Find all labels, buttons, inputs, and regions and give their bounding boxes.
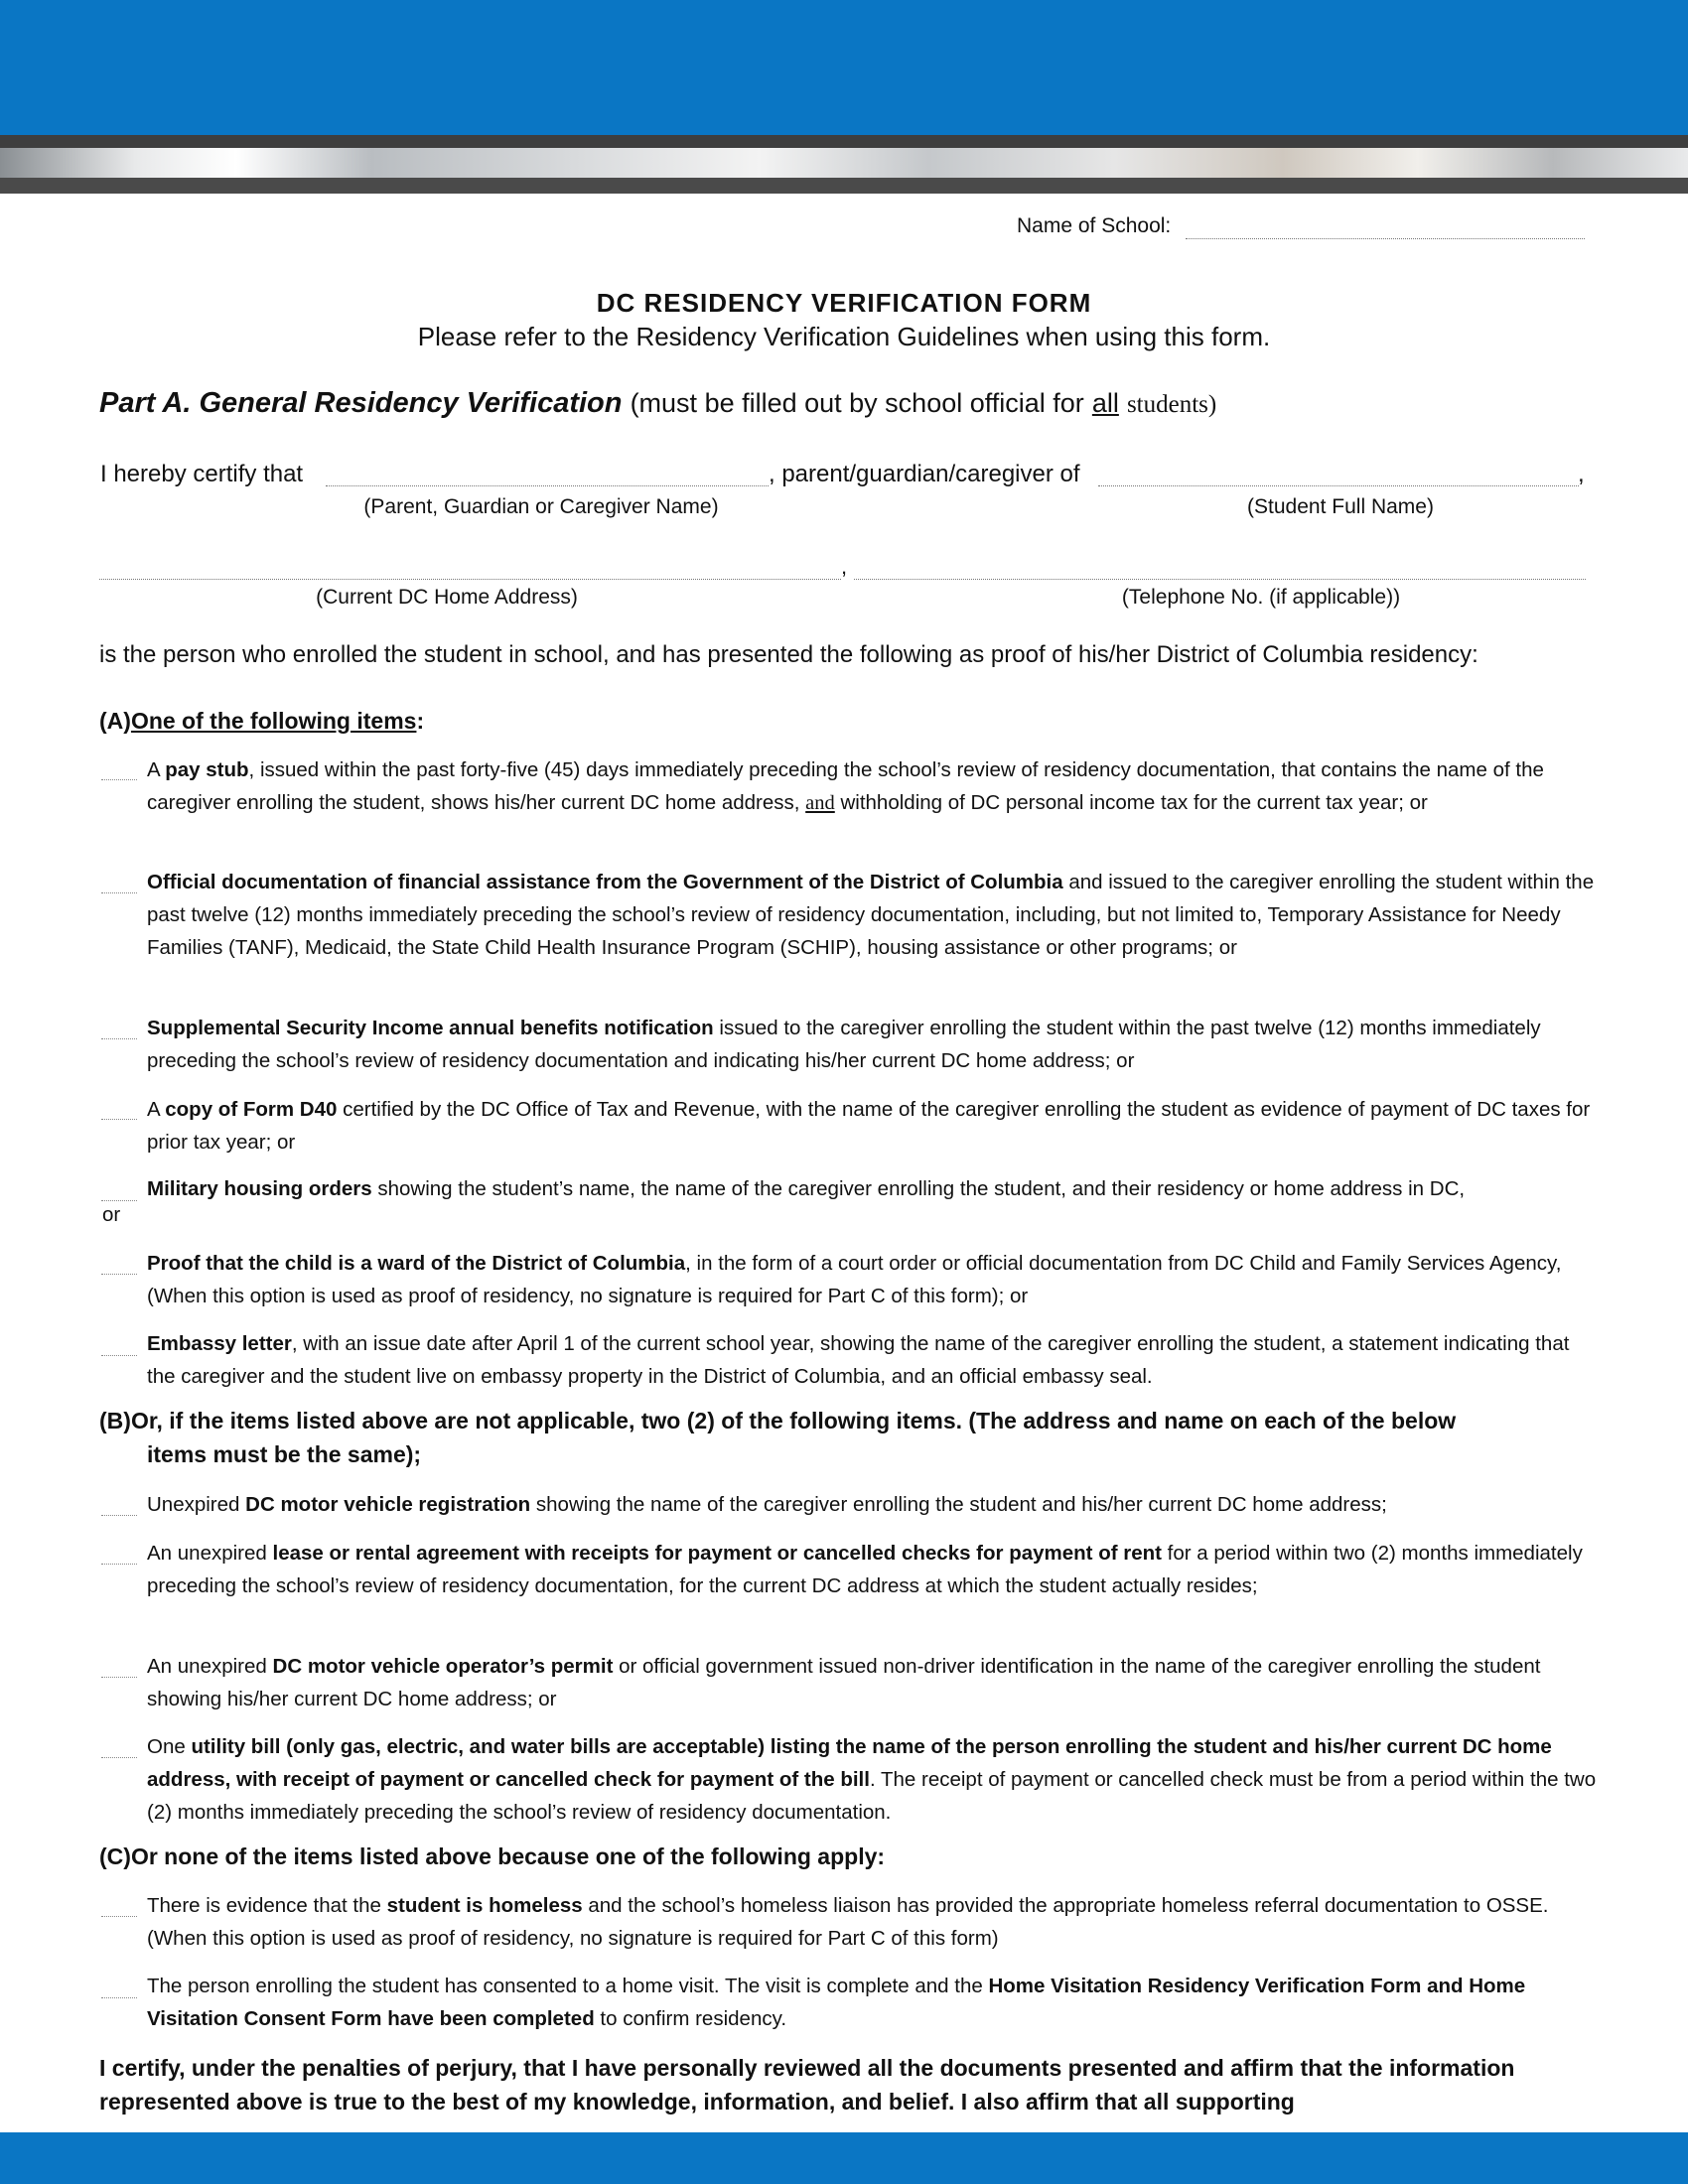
checkbox-ward-of-dc[interactable] [101,1274,137,1275]
telephone-field[interactable] [854,579,1586,580]
section-a-heading: (A)One of the following items: [99,708,425,734]
section-b-heading-line2: items must be the same); [147,1441,422,1467]
caption-student-name: (Student Full Name) [1247,495,1434,518]
part-a-title: Part A. General Residency Verification [99,387,623,419]
checkbox-pay-stub[interactable] [101,779,137,780]
item-ssi-notification: Supplemental Security Income annual benefits notification issued to the caregiver enrolling the student within the past twelve (12) months immediately preceding the school’s review of residency documentation and indicating his/her current DC home address; or [147,1017,1541,1072]
item-student-homeless: There is evidence that the student is homeless and the school’s homeless liaison has provided the appropriate homeless referral documentation to OSSE. (When this option is used as proof of residency, no signature is required for Part C of this form) [147,1894,1549,1950]
item-embassy-letter: Embassy letter, with an issue date after April 1 of the current school year, showing the name of the caregiver enrolling the student, a statement indicating that the caregiver and the student live on embassy property in the District of Columbia, and an official embassy seal. [147,1332,1570,1388]
checkbox-form-d40[interactable] [101,1119,137,1120]
section-b-marker: (B) [99,1408,131,1433]
checkbox-lease-agreement[interactable] [101,1564,137,1565]
item-military-housing: Military housing orders showing the student’s name, the name of the caregiver enrolling the student, and their residency or home address in DC, [147,1177,1466,1200]
header-stripe-dark-lower [0,178,1688,194]
item-lease-agreement: An unexpired lease or rental agreement with receipts for payment or cancelled checks for payment of rent for a period within two (2) months immediately preceding the school’s review of residency documentation, for the current DC address at which the student actually resides; [147,1542,1583,1597]
footer-band [0,2132,1688,2184]
item-financial-assistance: Official documentation of financial assistance from the Government of the District of Columbia and issued to the caregiver enrolling the student within the past twelve (12) months immediately preceding the school’s review of residency documentation, including, but not limited to, Temporary Assistance for Needy Families (TANF), Medicaid, the State Child Health Insurance Program (SCHIP), housing assistance or other programs; or [147,871,1595,959]
form-subtitle: Please refer to the Residency Verification Guidelines when using this form. [417,322,1271,351]
checkbox-home-visit[interactable] [101,1997,137,1998]
school-name-field[interactable] [1186,238,1585,239]
checkbox-vehicle-registration[interactable] [101,1515,137,1516]
part-a-heading [99,387,1216,420]
section-a-title: One of the following items [130,708,417,734]
caption-parent-name: (Parent, Guardian or Caregiver Name) [363,495,719,518]
section-c-marker: (C) [99,1843,131,1869]
section-b-heading: (B)Or, if the items listed above are not applicable, two (2) of the following items. (The address and name on each of the below [99,1408,1457,1433]
certify-middle: , parent/guardian/caregiver of [769,461,1080,487]
checkbox-embassy-letter[interactable] [101,1355,137,1356]
item-military-housing-or: or [102,1203,121,1226]
caption-telephone: (Telephone No. (if applicable)) [1121,586,1401,609]
checkbox-utility-bill[interactable] [101,1757,137,1758]
header-band [0,0,1688,135]
section-c-heading: (C)Or none of the items listed above because one of the following apply: [99,1843,886,1869]
item-vehicle-registration: Unexpired DC motor vehicle registration showing the name of the caregiver enrolling the student and his/her current DC home address; [147,1493,1387,1516]
item-pay-stub: A pay stub, issued within the past forty-five (45) days immediately preceding the school’s review of residency documentation, that contains the name of the caregiver enrolling the student, shows his/her current DC home address, and withholding of DC personal income tax for the current tax year; or [147,758,1544,814]
form-title: DC RESIDENCY VERIFICATION FORM [596,288,1092,318]
item-utility-bill: One utility bill (only gas, electric, and water bills are acceptable) listing the name of the person enrolling the student and his/her current DC home address, with receipt of payment or cancelled check for payment of the bill. The receipt of payment or cancelled check must be from a period within the two (2) months immediately preceding the school’s review of residency documentation. [147,1735,1597,1824]
certify-end-comma: , [1578,461,1585,487]
certify-prefix: I hereby certify that [100,461,304,487]
checkbox-financial-assistance[interactable] [101,892,137,893]
school-name-label: Name of School: [1017,214,1172,237]
checkbox-operator-permit[interactable] [101,1677,137,1678]
address-comma: , [841,554,848,579]
caption-home-address: (Current DC Home Address) [316,586,578,609]
item-operator-permit: An unexpired DC motor vehicle operator’s permit or official government issued non-driver identification in the name of the caregiver enrolling the student showing his/her current DC home address; or [147,1655,1541,1710]
checkbox-student-homeless[interactable] [101,1916,137,1917]
home-address-field[interactable] [99,579,841,580]
item-home-visit: The person enrolling the student has consented to a home visit. The visit is complete and the Home Visitation Residency Verification Form and Home Visitation Consent Form have been completed to confirm residency. [147,1975,1526,2030]
section-a-marker: (A) [99,708,131,734]
part-a-all-word: all [1091,388,1119,418]
item-form-d40: A copy of Form D40 certified by the DC Office of Tax and Revenue, with the name of the caregiver enrolling the student as evidence of payment of DC taxes for prior tax year; or [147,1098,1591,1154]
intro-statement: is the person who enrolled the student in school, and has presented the following as proof of his/her District of Columbia residency: [99,641,1478,668]
checkbox-military-housing[interactable] [101,1200,137,1201]
parent-name-field[interactable] [326,485,769,486]
part-a-students-word: students) [1126,391,1217,418]
header-stripe-metallic [0,148,1688,178]
checkbox-ssi-notification[interactable] [101,1038,137,1039]
student-name-field[interactable] [1098,485,1579,486]
header-stripe-dark [0,135,1688,148]
perjury-certification: I certify, under the penalties of perjury, that I have personally reviewed all the documents presented and affirm that the information represented above is true to the best of my knowledge, information, and belief. I also affirm that all supporting [99,2055,1515,2115]
item-ward-of-dc: Proof that the child is a ward of the District of Columbia, in the form of a court order or official documentation from DC Child and Family Services Agency, (When this option is used as proof of residency, no signature is required for Part C of this form); or [147,1252,1562,1307]
part-a-instruction: (must be filled out by school official for [630,388,1084,418]
